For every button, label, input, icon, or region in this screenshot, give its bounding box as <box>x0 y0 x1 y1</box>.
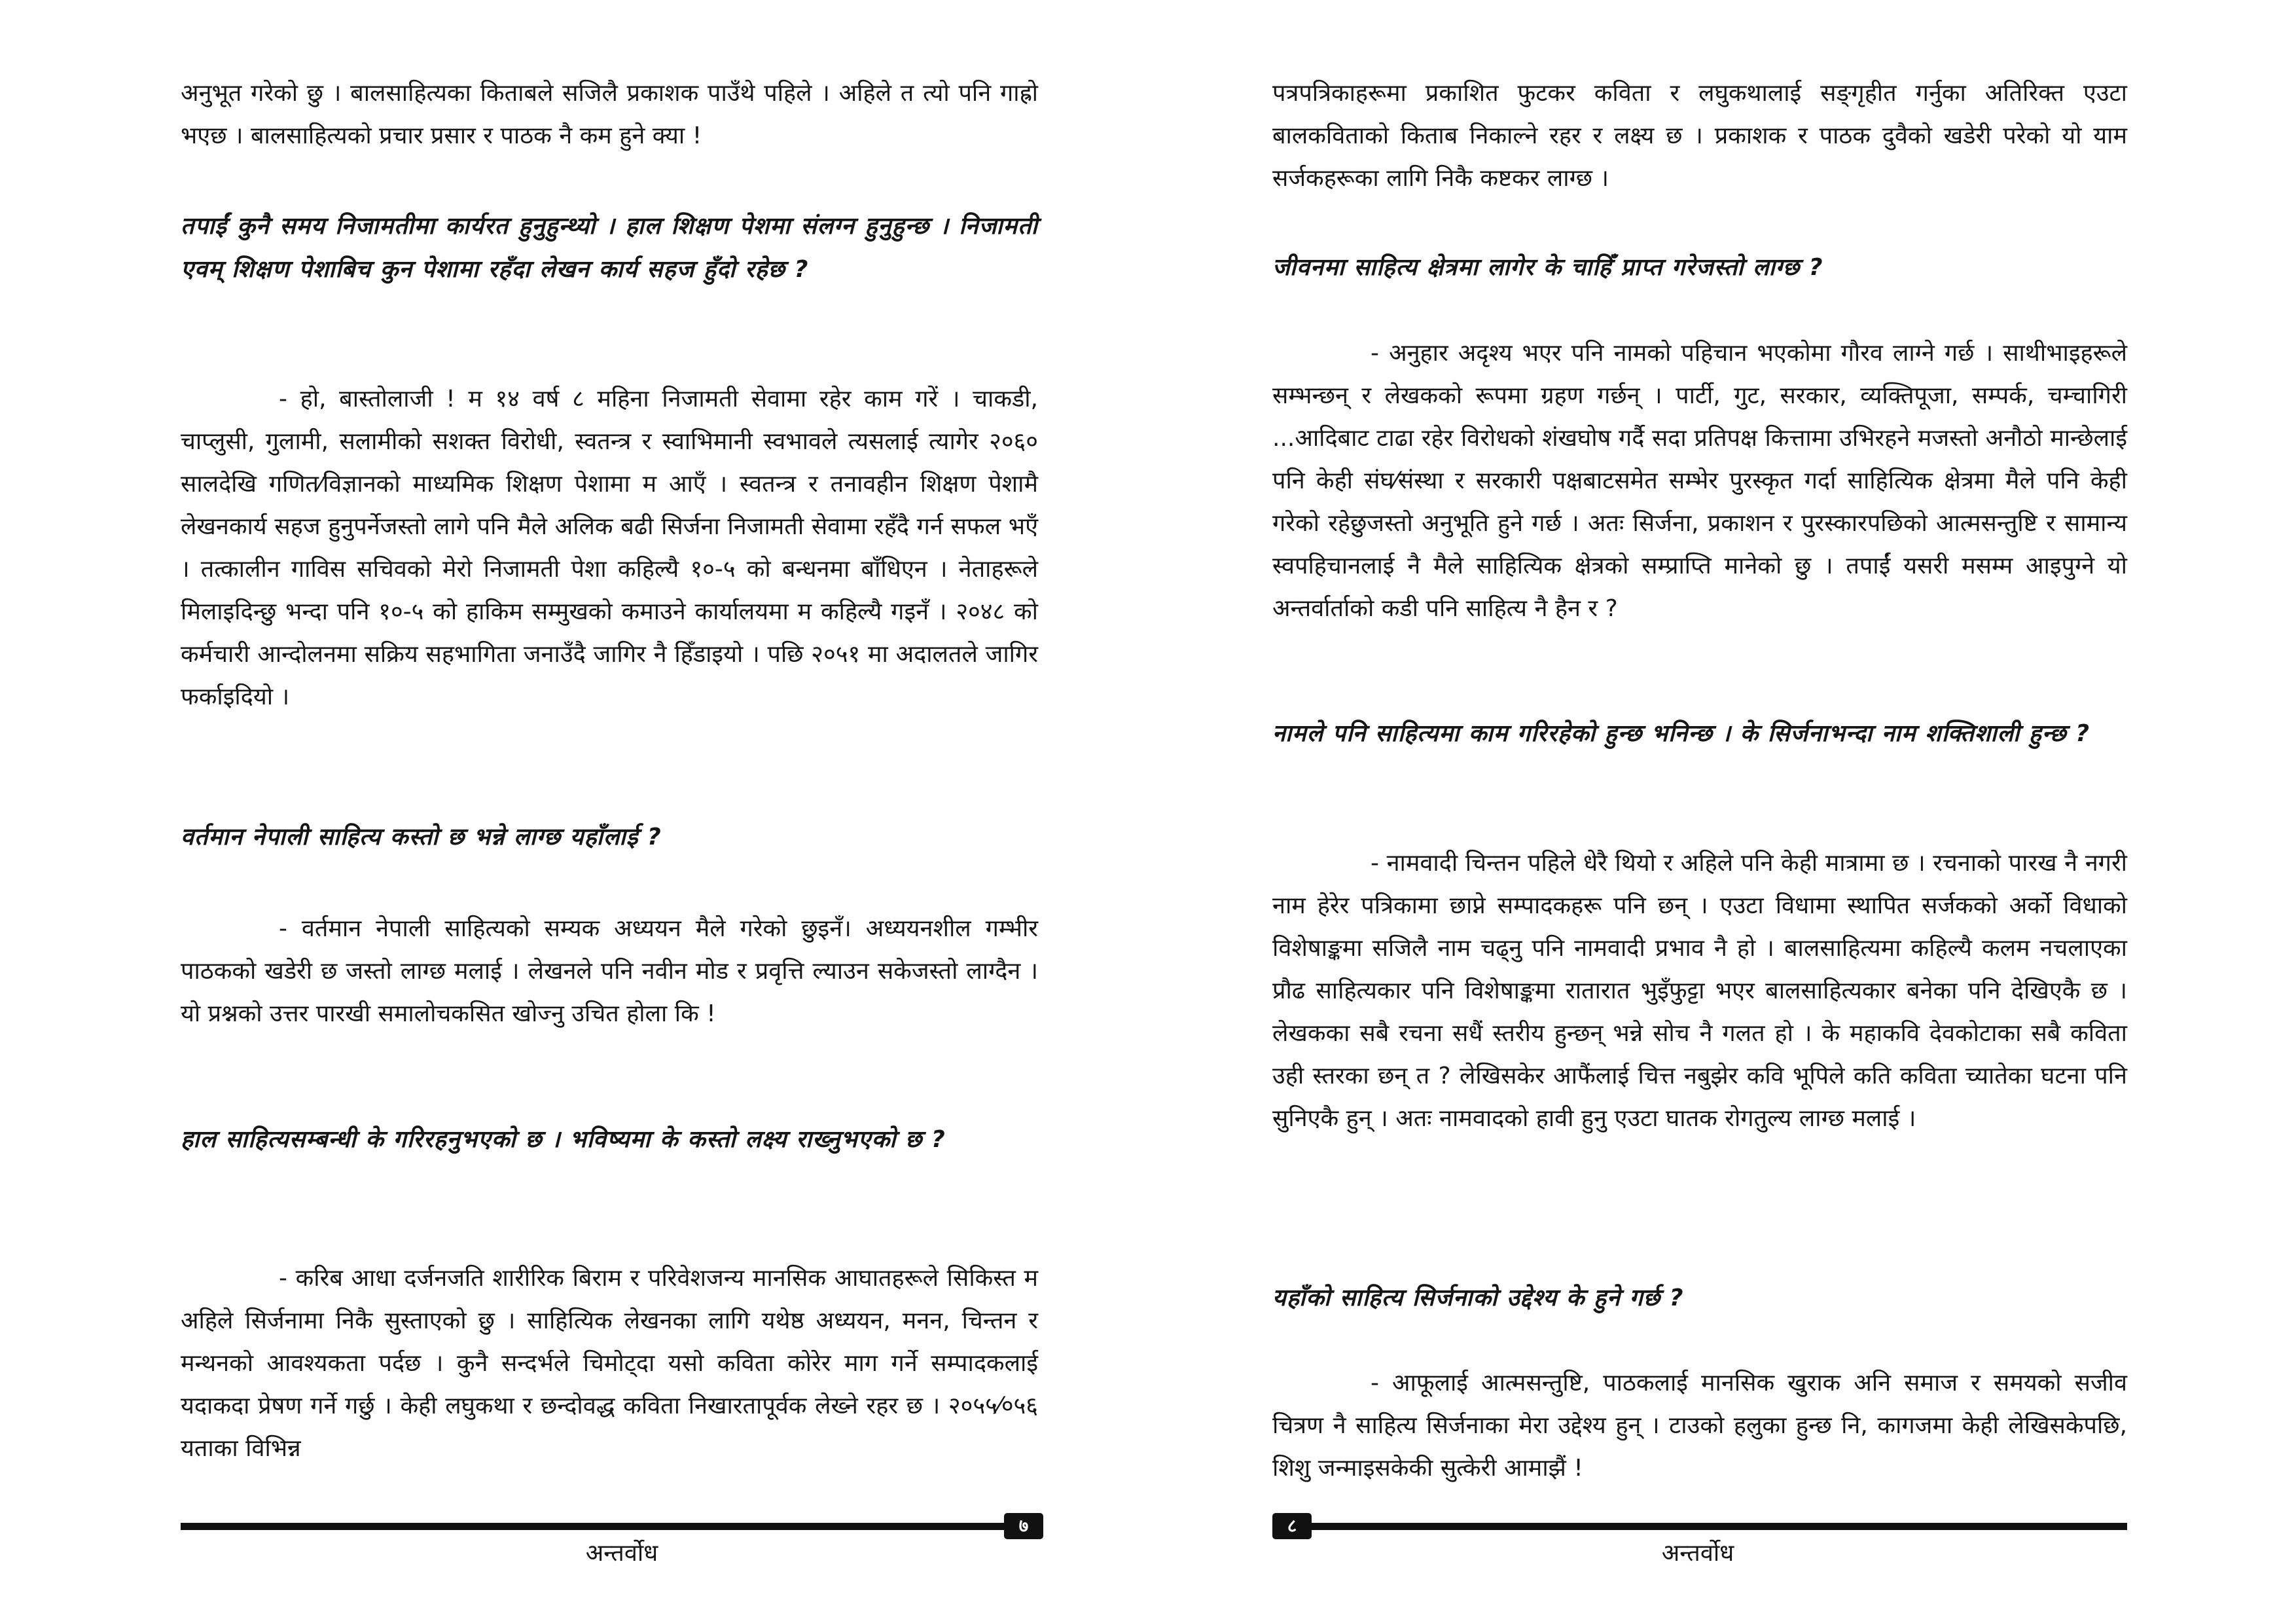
interview-question: वर्तमान नेपाली साहित्य कस्तो छ भन्ने लाग्छ यहाँलाई ? <box>181 824 662 850</box>
footer-title: अन्तर्वोध <box>1661 1540 1734 1567</box>
interview-answer: - करिब आधा दर्जनजति शारीरिक बिराम र परिवेशजन्य मानसिक आघातहरूले सिकिस्त म अहिले सिर्जनामा निकै सुस्ताएको छु । साहित्यिक लेखनका लागि यथेष्ठ अध्ययन, मनन, चिन्तन र मन्थनको आवश्यकता पर्दछ । कुनै सन्दर्भले चिमोट्दा यसो कविता कोरेर माग गर्ने सम्पादकलाई यदाकदा प्रेषण गर्ने गर्छु । केही लघुकथा र छन्दोवद्ध कविता निखारतापूर्वक लेख्ने रहर छ । २०५५⁄०५६ यताका विभिन्न <box>181 1265 1038 1462</box>
interview-answer: - वर्तमान नेपाली साहित्यको सम्यक अध्ययन मैले गरेको छुइनँ। अध्ययनशील गम्भीर पाठकको खडेरी छ जस्तो लाग्छ मलाई । लेखनले पनि नवीन मोड र प्रवृत्ति ल्याउन सकेजस्तो लाग्दैन । यो प्रश्नको उत्तर पारखी समालोचकसित खोज्नु उचित होला कि ! <box>181 915 1038 1027</box>
interview-question: हाल साहित्यसम्बन्धी के गरिरहनुभएको छ । भविष्यमा के कस्तो लक्ष्य राख्नुभएको छ ? <box>181 1126 946 1153</box>
interview-question: यहाँको साहित्य सिर्जनाको उद्देश्य के हुने गर्छ ? <box>1272 1285 1684 1311</box>
paragraph-continuation: अनुभूत गरेको छु । बालसाहित्यका किताबले सजिलै प्रकाशक पाउँथे पहिले । अहिले त त्यो पनि गाह्रो भएछ । बालसाहित्यको प्रचार प्रसार र पाठक नै कम हुने क्या ! <box>181 80 1039 149</box>
interview-question: नामले पनि साहित्यमा काम गरिरहेको हुन्छ भनिन्छ । के सिर्जनाभन्दा नाम शक्तिशाली हुन्छ ? <box>1272 720 2090 747</box>
footer-title: अन्तर्वोध <box>585 1540 658 1567</box>
footer-rule <box>181 1523 1007 1530</box>
interview-question: जीवनमा साहित्य क्षेत्रमा लागेर के चाहिँ प्राप्त गरेजस्तो लाग्छ ? <box>1272 254 1823 281</box>
interview-answer: - आफूलाई आत्मसन्तुष्टि, पाठकलाई मानसिक खुराक अनि समाज र समयको सजीव चित्रण नै साहित्य सिर्जनाका मेरा उद्देश्य हुन् । टाउको हलुका हुन्छ नि, कागजमा केही लेखिसकेपछि, शिशु जन्माइसकेकी सुत्केरी आमाझैं ! <box>1272 1370 2127 1482</box>
page-number-badge: ८ <box>1272 1513 1312 1539</box>
interview-question: तपाईं कुनै समय निजामतीमा कार्यरत हुनुहुन्थ्यो । हाल शिक्षण पेशमा संलग्न हुनुहुन्छ । निजामती एवम् शिक्षण पेशाबिच कुन पेशामा रहँदा लेखन कार्य सहज हुँदो रहेछ ? <box>181 213 1038 283</box>
paragraph-continuation: पत्रपत्रिकाहरूमा प्रकाशित फुटकर कविता र लघुकथालाई सङ्गृहीत गर्नुका अतिरिक्त एउटा बालकविताको किताब निकाल्ने रहर र लक्ष्य छ । प्रकाशक र पाठक दुवैको खडेरी परेको यो याम सर्जकहरूका लागि निकै कष्टकर लाग्छ । <box>1272 80 2127 192</box>
interview-answer: - हो, बास्तोलाजी ! म १४ वर्ष ८ महिना निजामती सेवामा रहेर काम गरें । चाकडी, चाप्लुसी, गुलामी, सलामीको सशक्त विरोधी, स्वतन्त्र र स्वाभिमानी स्वभावले त्यसलाई त्यागेर २०६० सालदेखि गणित⁄विज्ञानको माध्यमिक शिक्षण पेशामा म आएँ । स्वतन्त्र र तनावहीन शिक्षण पेशामै लेखनकार्य सहज हुनुपर्नेजस्तो लागे पनि मैले अलिक बढी सिर्जना निजामती सेवामा रहँदै गर्न सफल भएँ । तत्कालीन गाविस सचिवको मेरो निजामती पेशा कहिल्यै १०-५ को बन्धनमा बाँधिएन । नेताहरूले मिलाइदिन्छु भन्दा पनि १०-५ को हाकिम सम्मुखको कमाउने कार्यालयमा म कहिल्यै गइनँ । २०४८ को कर्मचारी आन्दोलनमा सक्रिय सहभागिता जनाउँदै जागिर नै हिँडाइयो । पछि २०५१ मा अदालतले जागिर फर्काइदियो । <box>181 386 1038 710</box>
page-number-badge: ७ <box>1004 1513 1043 1539</box>
interview-answer: - नामवादी चिन्तन पहिले धेरै थियो र अहिले पनि केही मात्रामा छ । रचनाको पारख नै नगरी नाम हेरेर पत्रिकामा छाप्ने सम्पादकहरू पनि छन् । एउटा विधामा स्थापित सर्जकको अर्को विधाको विशेषाङ्कमा सजिलै नाम चढ्नु पनि नामवादी प्रभाव नै हो । बालसाहित्यमा कहिल्यै कलम नचलाएका प्रौढ साहित्यकार पनि विशेषाङ्कमा रातारात भुइँफुट्टा भएर बालसाहित्यकार बनेका पनि देखिएकै छ । लेखकका सबै रचना सधैं स्तरीय हुन्छन् भन्ने सोच नै गलत हो । के महाकवि देवकोटाका सबै कविता उही स्तरका छन् त ? लेखिसकेर आफैंलाई चित्त नबुझेर कवि भूपिले कति कविता च्यातेका घटना पनि सुनिएकै हुन् । अतः नामवादको हावी हुनु एउटा घातक रोगतुल्य लाग्छ मलाई । <box>1272 850 2127 1132</box>
right-page <box>1148 0 2296 1623</box>
interview-answer: - अनुहार अदृश्य भएर पनि नामको पहिचान भएकोमा गौरव लाग्ने गर्छ । साथीभाइहरूले सम्भन्छन् र लेखकको रूपमा ग्रहण गर्छन् । पार्टी, गुट, सरकार, व्यक्तिपूजा, सम्पर्क, चम्चागिरी ...आदिबाट टाढा रहेर विरोधको शंखघोष गर्दै सदा प्रतिपक्ष कित्तामा उभिरहने मजस्तो अनौठो मान्छेलाई पनि केही संघ⁄संस्था र सरकारी पक्षबाटसमेत सम्भेर पुरस्कृत गर्दा साहित्यिक क्षेत्रमा मैले पनि केही गरेको रहेछुजस्तो अनुभूति हुने गर्छ । अतः सिर्जना, प्रकाशन र पुरस्कारपछिको आत्मसन्तुष्टि र सामान्य स्वपहिचानलाई नै मैले साहित्यिक क्षेत्रको सम्प्राप्ति मानेको छु । तपाईं यसरी मसम्म आइपुग्ने यो अन्तर्वार्ताको कडी पनि साहित्य नै हैन र ? <box>1272 340 2127 622</box>
footer-rule <box>1291 1523 2127 1530</box>
